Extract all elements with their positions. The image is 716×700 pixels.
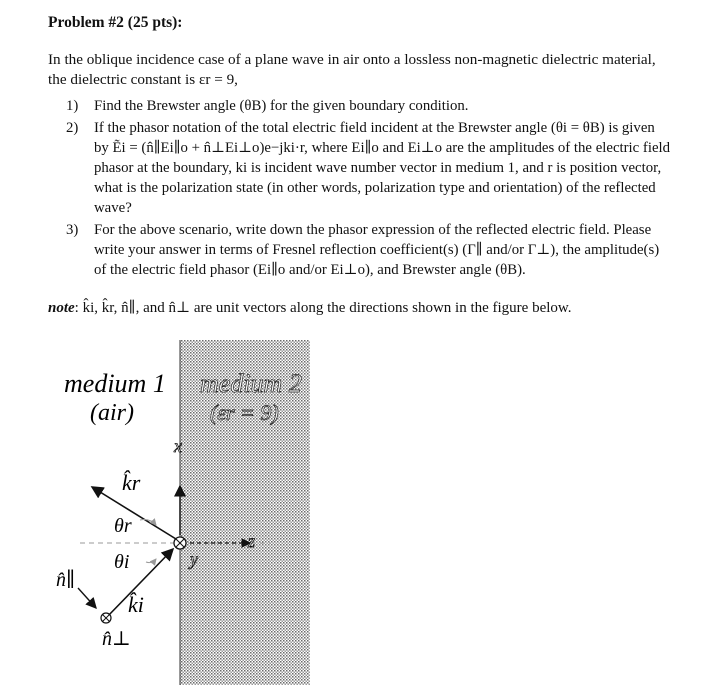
incidence-figure [40, 340, 340, 685]
n-perp-label: n̂⊥ [102, 628, 131, 650]
problem-intro: In the oblique incidence case of a plane wave in air onto a lossless non-magnetic dielectric material, the dielectric constant is εr = 9, [48, 51, 656, 88]
theta-r-label: θr [114, 515, 132, 537]
note [48, 298, 688, 318]
note-label: note [48, 300, 75, 316]
question-text: If the phasor notation of the total electric field incident at the Brewster angle (θi = θB) is given by Ẽi = (n̂∥Ei∥o + n̂⊥Ei⊥o)e−jki·r, where Ei∥o and Ei⊥o are the amplitudes of the electric field phasor at the boundary, ki is incident wave number vector in medium 1, and r is position vector, what is the polarization state (in other words, polarization type and orientation) of the reflected wave? [94, 120, 671, 216]
medium1-sub: (air) [90, 400, 134, 426]
question-list [66, 96, 672, 282]
problem-heading: Problem #2 (25 pts): [48, 14, 183, 31]
question-number: 3) [66, 222, 79, 238]
kr-label: k̂r [122, 470, 141, 495]
y-axis-label: y [190, 549, 198, 569]
note-text: : k̂i, k̂r, n̂∥, and n̂⊥ are unit vectors along the directions shown in the figure below. [74, 300, 572, 316]
question-item [66, 220, 672, 280]
ki-label: k̂i [128, 592, 144, 617]
n-parallel-label: n̂∥ [56, 569, 76, 591]
theta-i-arc [146, 559, 156, 563]
medium1-name: medium 1 [64, 369, 166, 398]
x-axis-label: x [174, 436, 182, 456]
medium2-name: medium 2 [200, 369, 302, 398]
n-parallel-arrow [78, 588, 96, 608]
z-axis-label: z [248, 531, 256, 551]
question-number: 2) [66, 120, 79, 136]
question-number: 1) [66, 98, 79, 114]
question-item [66, 118, 672, 218]
medium2-sub: (εr = 9) [210, 400, 279, 425]
question-text: For the above scenario, write down the phasor expression of the reflected electric field. Please write your answer in terms of Fresnel reflection coefficient(s) (Γ∥ and/or Γ⊥), the amplitude(s) of the electric field phasor (Ei∥o and/or Ei⊥o), and Brewster angle (θB). [94, 222, 660, 278]
question-item [66, 96, 672, 116]
theta-i-label: θi [114, 551, 130, 573]
question-text: Find the Brewster angle (θB) for the given boundary condition. [94, 98, 469, 114]
